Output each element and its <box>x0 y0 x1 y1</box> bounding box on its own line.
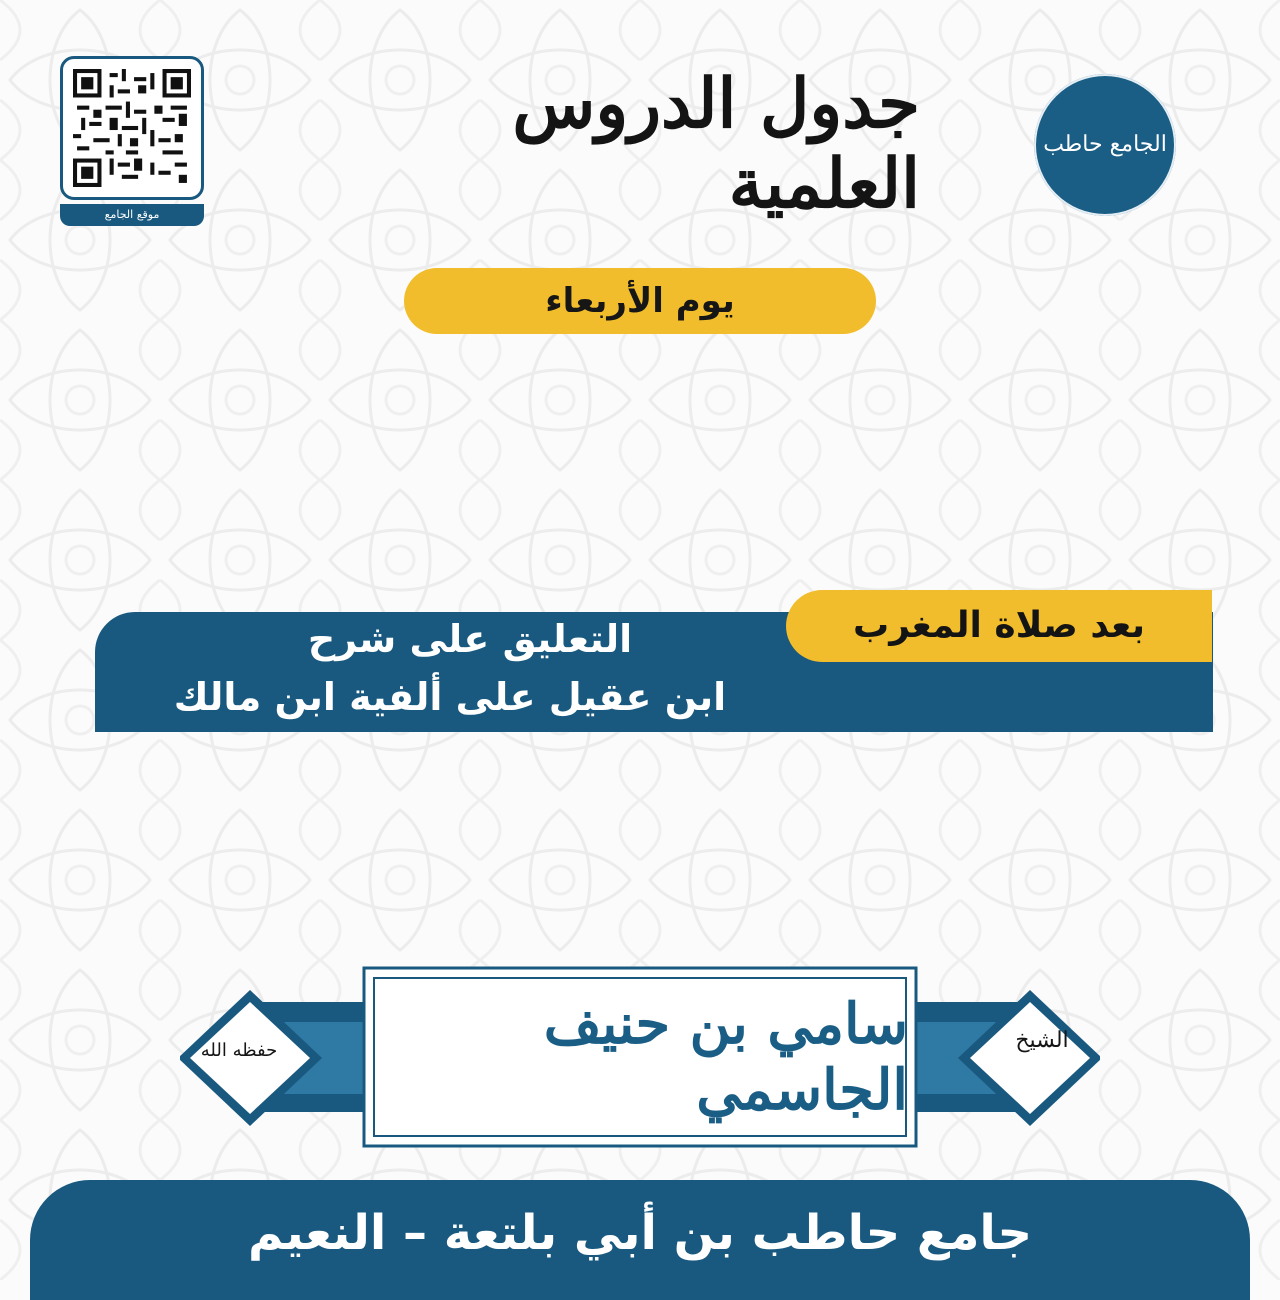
lesson-time-badge: بعد صلاة المغرب <box>786 590 1212 662</box>
qr-code-block[interactable] <box>60 56 204 226</box>
qr-code-icon <box>73 69 191 187</box>
mosque-logo: الجامع حاطب <box>1034 74 1176 216</box>
sheikh-name: سامي بن حنيف الجاسمي <box>543 991 908 1123</box>
sheikh-title-prefix: الشيخ <box>1015 1028 1069 1053</box>
lesson-title-line-1: التعليق على شرح <box>307 617 633 661</box>
lesson-title-line-2: ابن عقيل على ألفية ابن مالك <box>173 675 727 719</box>
mosque-name: جامع حاطب بن أبي بلتعة – النعيم <box>247 1205 1033 1261</box>
page-title: جدول الدروس العلمية <box>512 64 920 224</box>
day-label: يوم الأربعاء <box>404 268 876 334</box>
sheikh-honorific: حفظه الله <box>200 1040 278 1061</box>
qr-frame <box>60 56 204 200</box>
qr-caption: موقع الجامع <box>60 204 204 226</box>
